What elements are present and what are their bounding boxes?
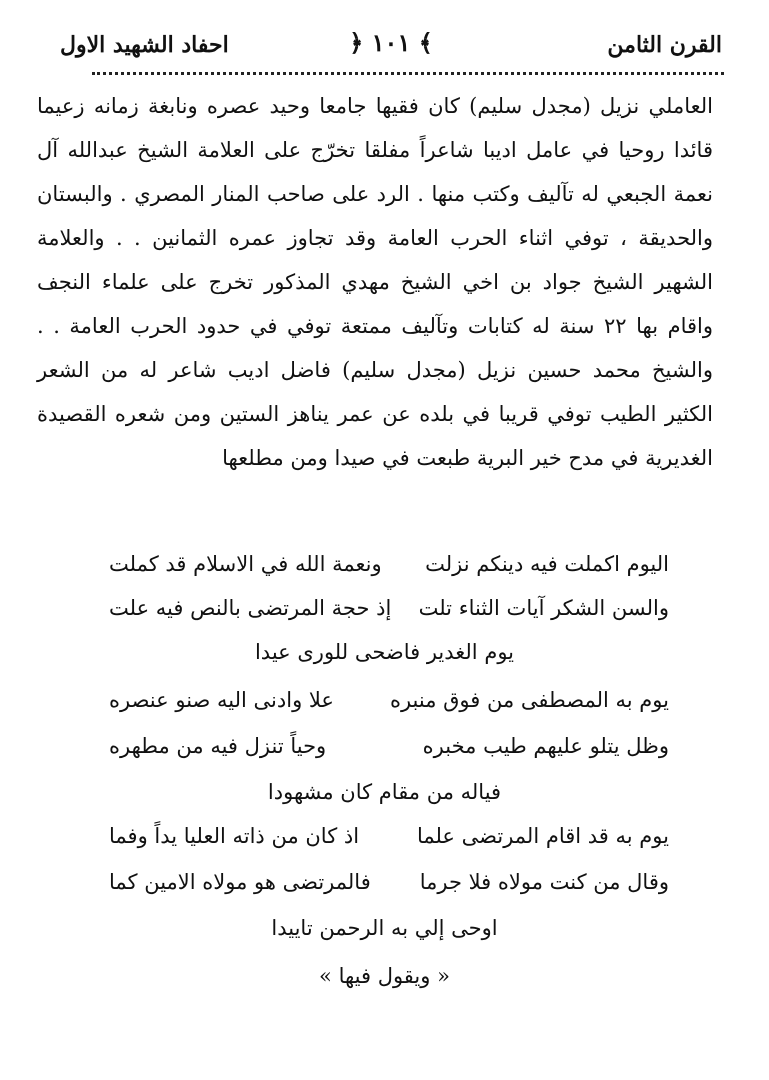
verse-first-hemistich: والسن الشكر آيات الثناء تلت: [418, 596, 669, 620]
body-paragraph: العاملي نزيل (مجدل سليم) كان فقيها جامعا وحيد عصره ونابغة زمانه زعيما قائدا روحيا في عامل اديبا شاعراً مفلقا تخرّج على العلامة الشيخ عبدالله آل نعمة الجبعي له تآليف وكتب منها . الرد على صاحب المنار المصري . والبستان والحديقة ، توفي اثناء الحرب العامة وقد تجاوز عمره الثمانين . . والعلامة الشهير الشيخ جواد بن اخي الشيخ مهدي المذكور تخرج على علماء النجف واقام بها ٢٢ سنة له كتابات وتآليف ممتعة توفي في حدود الحرب العامة . . والشيخ محمد حسين نزيل (مجدل سليم) فاضل اديب شاعر له من الشعر الكثير الطيب توفي قريبا في بلده عن عمر يناهز الستين ومن شعره القصيدة الغديرية في مدح خير البرية طبعت في صيدا ومن مطلعها: [37, 94, 713, 470]
verse-second-hemistich: وحياً تنزل فيه من مطهره: [109, 734, 327, 758]
verse-first-hemistich: وقال من كنت مولاه فلا جرما: [419, 870, 669, 894]
poem-verse: [109, 688, 669, 732]
verse-first-hemistich: يوم به المصطفى من فوق منبره: [389, 688, 669, 712]
poem-verse: [109, 552, 669, 596]
poem-refrain: اوحى إلي به الرحمن تاييدا: [271, 916, 498, 940]
poem-verse: [109, 596, 669, 640]
verse-second-hemistich: فالمرتضى هو مولاه الامين كما: [109, 870, 371, 894]
poem-verse: [109, 870, 669, 914]
verse-first-hemistich: يوم به قد اقام المرتضى علما: [416, 824, 669, 848]
page-header: [60, 26, 722, 70]
poem-refrain: فياله من مقام كان مشهودا: [267, 780, 502, 804]
poem-refrain: يوم الغدير فاضحى للورى عيدا: [254, 640, 515, 664]
verse-second-hemistich: ونعمة الله في الاسلام قد كملت: [109, 552, 382, 576]
poem-verse: [109, 734, 669, 778]
chapter-title: القرن الثامن: [607, 32, 722, 58]
poem-verse: [109, 824, 669, 868]
page-number: ﴿ ١٠١ ﴾: [349, 28, 433, 57]
continuation-note: « ويقول فيها »: [319, 964, 450, 988]
verse-second-hemistich: إذ حجة المرتضى بالنص فيه علت: [109, 596, 392, 620]
verse-first-hemistich: اليوم اكملت فيه دينكم نزلت: [425, 552, 669, 576]
header-divider: [92, 72, 724, 75]
body-text: [37, 84, 713, 480]
verse-first-hemistich: وظل يتلو عليهم طيب مخبره: [422, 734, 669, 758]
verse-second-hemistich: علا وادنى اليه صنو عنصره: [109, 688, 334, 712]
verse-second-hemistich: اذ كان من ذاته العليا يداً وفما: [109, 824, 360, 848]
section-title: احفاد الشهيد الاول: [60, 32, 229, 58]
